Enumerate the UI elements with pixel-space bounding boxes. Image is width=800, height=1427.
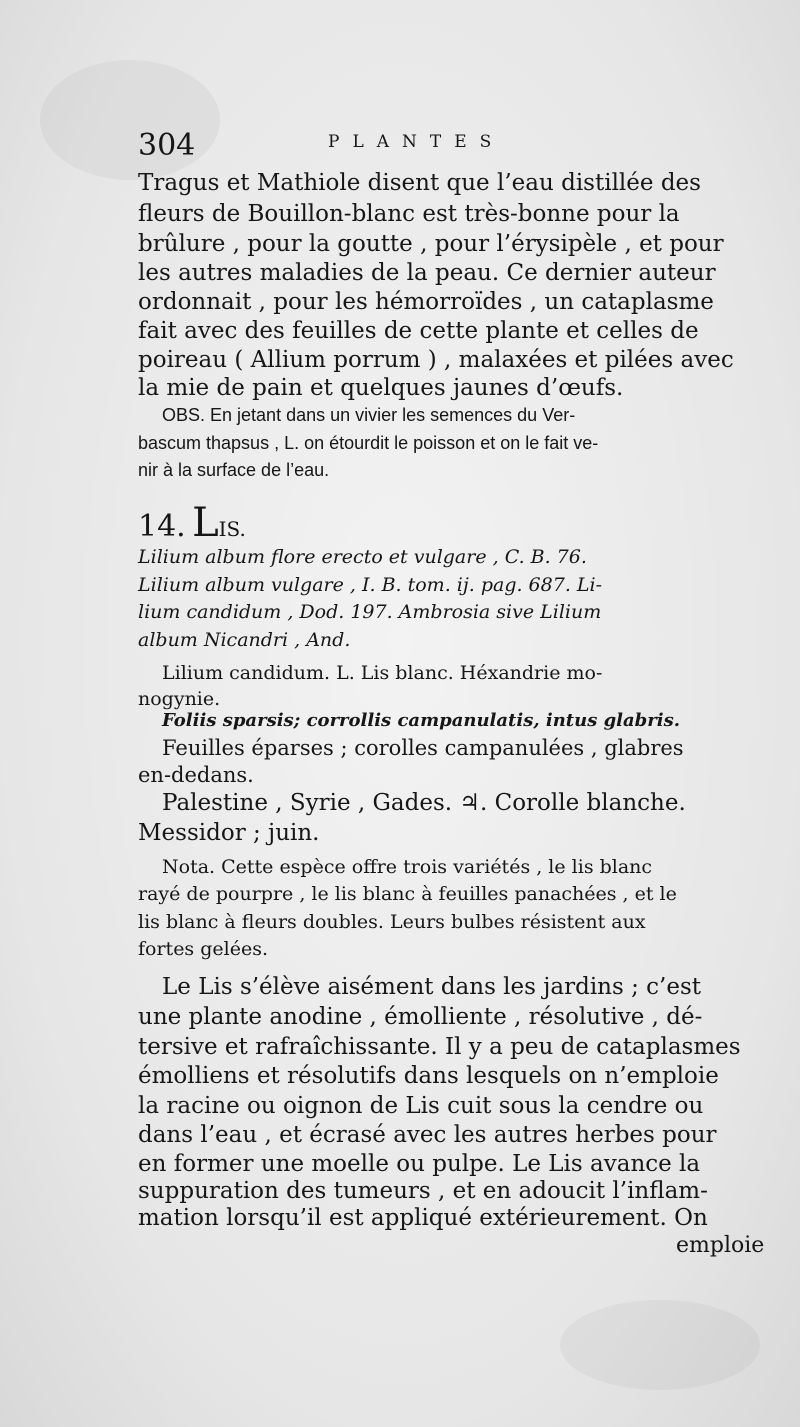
text-line: Feuilles éparses ; corolles campanulées , glabres [162,736,684,760]
text-line: une plante anodine , émolliente , résolutive , dé- [138,1004,703,1030]
synonym-line: lium candidum , Dod. 197. Ambrosia sive Lilium [138,601,602,623]
entry-title-rest: IS. [218,517,246,541]
page-number: 304 [138,128,196,163]
text-line: mation lorsqu’il est appliqué extérieurement. On [138,1205,708,1231]
page-header [138,128,763,168]
latin-diagnosis: Foliis sparsis; corrollis campanulatis, intus glabris. [162,710,680,731]
text-line: ordonnait , pour les hémorroïdes , un cataplasme [138,289,714,315]
entry-number: 14. [138,509,186,544]
text-line: Tragus et Mathiole disent que l’eau distillée des [138,170,701,196]
text-line: en former une moelle ou pulpe. Le Lis avance la [138,1151,701,1177]
nota-line: Nota. Cette espèce offre trois variétés , le lis blanc [162,856,653,878]
synonym-line: album Nicandri , And. [138,629,351,651]
obs-line: OBS. En jetant dans un vivier les semences du Ver- [162,405,576,425]
text-line: Le Lis s’élève aisément dans les jardins ; c’est [162,974,702,1000]
text-line: suppuration des tumeurs , et en adoucit l’inflam- [138,1178,708,1204]
obs-line: nir à la surface de l’eau. [138,460,330,480]
synonym-line: nogynie. [138,688,221,710]
text-line: les autres maladies de la peau. Ce dernier auteur [138,260,716,286]
text-line: émolliens et résolutifs dans lesquels on n’emploie [138,1063,719,1089]
entry-heading [138,500,246,546]
text-line: Palestine , Syrie , Gades. ♃. Corolle blanche. [162,790,686,816]
nota-line: fortes gelées. [138,938,268,960]
paper-stain [560,1300,760,1390]
obs-line: bascum thapsus , L. on étourdit le poisson et on le fait ve- [138,433,599,453]
text-line: brûlure , pour la goutte , pour l’érysipèle , et pour [138,231,724,257]
synonym-line: Lilium album flore erecto et vulgare , C. B. 76. [138,546,587,568]
text-line: Messidor ; juin. [138,820,320,846]
text-line: fleurs de Bouillon-blanc est très-bonne pour la [138,201,680,227]
text-line: poireau ( Allium porrum ) , malaxées et pilées avec [138,347,734,373]
catchword: emploie [676,1233,765,1258]
synonym-line: Lilium album vulgare , I. B. tom. ij. pag. 687. Li- [138,574,603,596]
text-line: dans l’eau , et écrasé avec les autres herbes pour [138,1122,717,1148]
text-line: tersive et rafraîchissante. Il y a peu de cataplasmes [138,1034,741,1060]
text-line: en-dedans. [138,763,254,787]
entry-initial: L [192,500,219,546]
nota-line: lis blanc à fleurs doubles. Leurs bulbes résistent aux [138,911,646,933]
synonym-line: Lilium candidum. L. Lis blanc. Héxandrie mo- [162,662,603,684]
nota-line: rayé de pourpre , le lis blanc à feuilles panachées , et le [138,883,677,905]
text-line: la mie de pain et quelques jaunes d’œufs. [138,375,624,401]
text-line: fait avec des feuilles de cette plante et celles de [138,318,699,344]
running-head: PLANTES [328,132,505,152]
text-line: la racine ou oignon de Lis cuit sous la cendre ou [138,1093,704,1119]
